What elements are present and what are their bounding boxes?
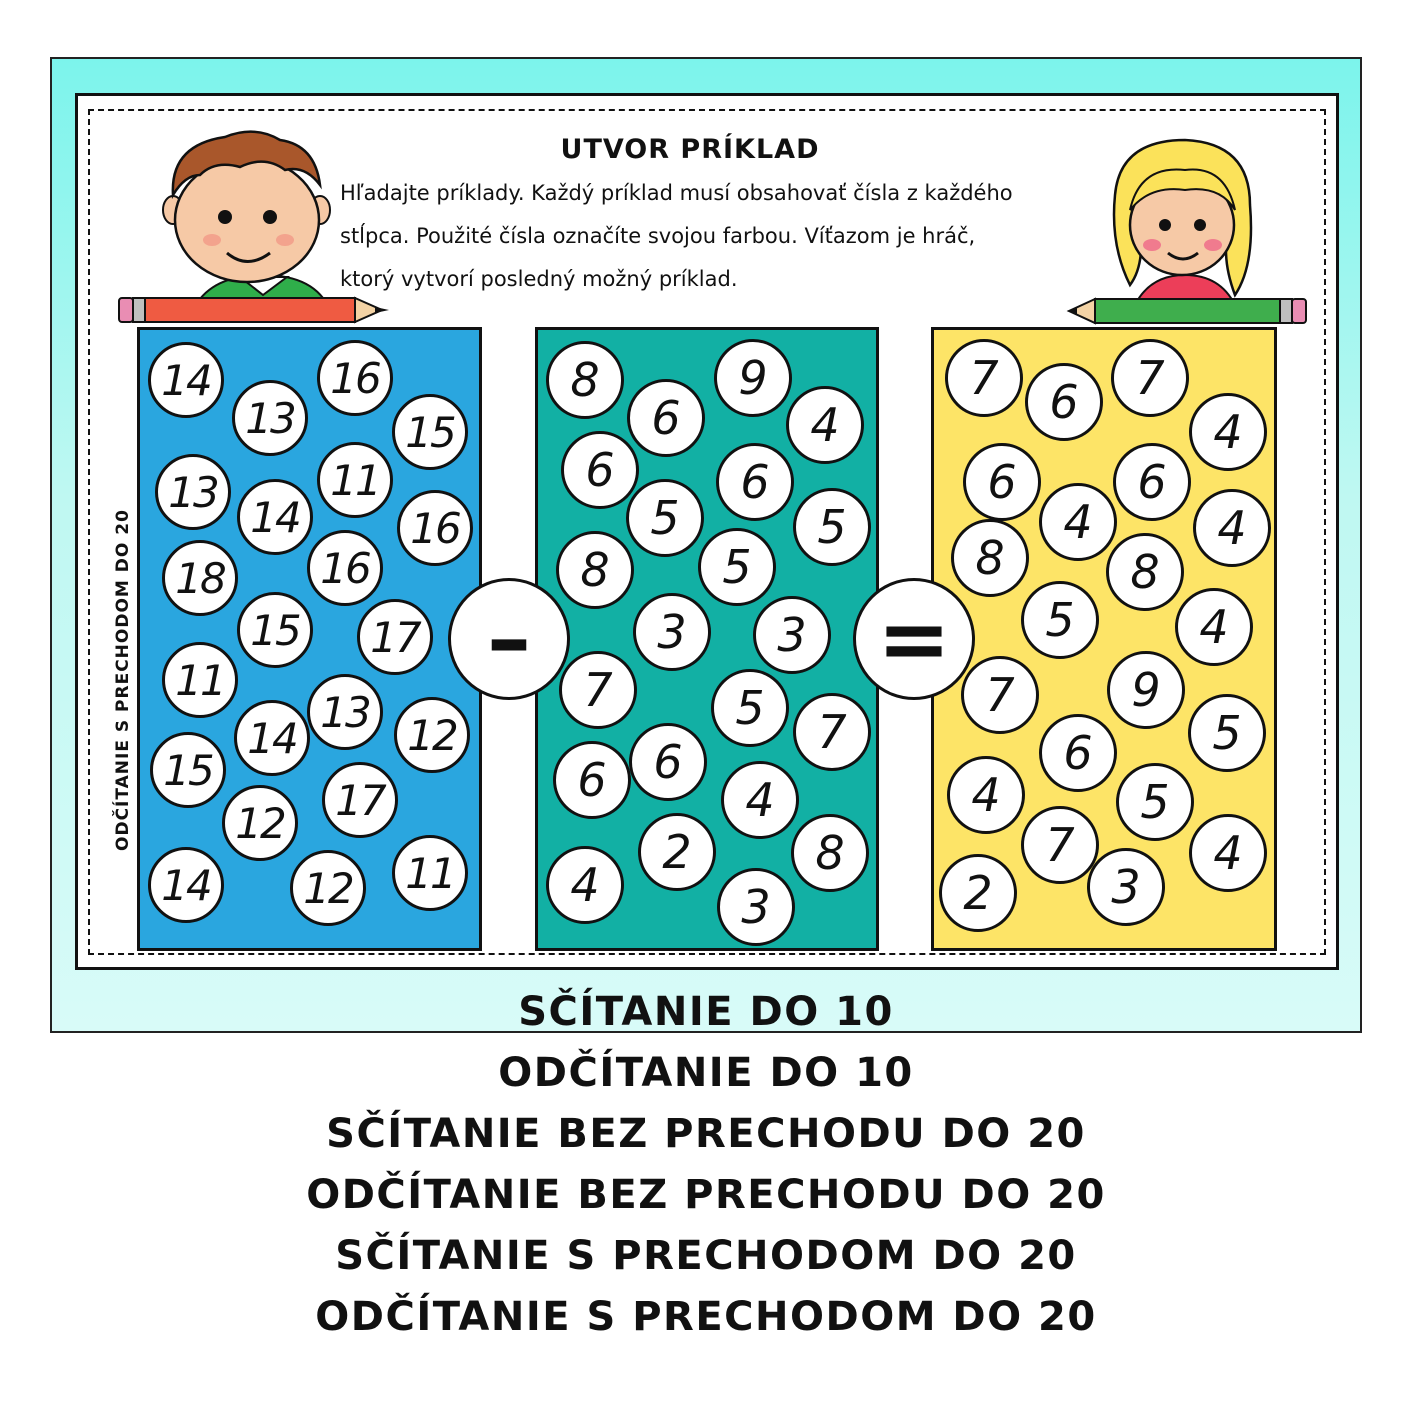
instruction-line: Hľadajte príklady. Každý príklad musí obsahovať čísla z každého [340, 181, 1013, 205]
number-circle[interactable]: 4 [1193, 489, 1271, 567]
number-circle[interactable]: 4 [1189, 393, 1267, 471]
side-label: ODČÍTANIE S PRECHODOM DO 20 [113, 509, 133, 851]
number-circle[interactable]: 5 [793, 488, 871, 566]
pencil-icon [117, 295, 392, 325]
number-circle[interactable]: 13 [232, 380, 308, 456]
number-circle[interactable]: 15 [237, 592, 313, 668]
number-circle[interactable]: 12 [222, 785, 298, 861]
number-circle[interactable]: 5 [1021, 581, 1099, 659]
number-circle[interactable]: 7 [961, 656, 1039, 734]
number-circle[interactable]: 7 [945, 339, 1023, 417]
number-circle[interactable]: 17 [357, 599, 433, 675]
number-circle[interactable]: 6 [963, 443, 1041, 521]
number-circle[interactable]: 6 [627, 379, 705, 457]
number-circle[interactable]: 4 [947, 756, 1025, 834]
number-circle[interactable]: 8 [791, 814, 869, 892]
category-item: ODČÍTANIE BEZ PRECHODU DO 20 [306, 1172, 1106, 1218]
number-circle[interactable]: 2 [939, 854, 1017, 932]
number-circle[interactable]: 4 [1039, 483, 1117, 561]
number-circle[interactable]: 8 [546, 341, 624, 419]
number-circle[interactable]: 3 [633, 593, 711, 671]
number-circle[interactable]: 14 [237, 479, 313, 555]
category-item: ODČÍTANIE S PRECHODOM DO 20 [315, 1294, 1097, 1340]
category-item: SČÍTANIE S PRECHODOM DO 20 [335, 1233, 1077, 1279]
number-circle[interactable]: 5 [1188, 694, 1266, 772]
category-item: ODČÍTANIE DO 10 [498, 1050, 914, 1096]
instructions [340, 172, 1120, 301]
worksheet-title: UTVOR PRÍKLAD [560, 134, 820, 165]
number-circle[interactable]: 6 [561, 431, 639, 509]
number-circle[interactable]: 17 [322, 762, 398, 838]
number-circle[interactable]: 4 [1175, 588, 1253, 666]
number-circle[interactable]: 16 [307, 530, 383, 606]
number-circle[interactable]: 9 [1107, 651, 1185, 729]
number-circle[interactable]: 6 [1113, 443, 1191, 521]
girl-illustration [1100, 135, 1270, 310]
number-circle[interactable]: 12 [394, 697, 470, 773]
number-circle[interactable]: 3 [1087, 848, 1165, 926]
number-circle[interactable]: 8 [951, 519, 1029, 597]
number-circle[interactable]: 5 [698, 528, 776, 606]
number-circle[interactable]: 8 [556, 531, 634, 609]
number-circle[interactable]: 4 [546, 846, 624, 924]
number-circle[interactable]: 7 [793, 693, 871, 771]
pencil-icon [1065, 297, 1310, 325]
number-circle[interactable]: 7 [1111, 339, 1189, 417]
number-circle[interactable]: 11 [162, 642, 238, 718]
number-circle[interactable]: 9 [714, 339, 792, 417]
number-circle[interactable]: 16 [317, 340, 393, 416]
number-circle[interactable]: 11 [317, 442, 393, 518]
number-circle[interactable]: 4 [1189, 814, 1267, 892]
number-circle[interactable]: 13 [155, 454, 231, 530]
equals-sign: = [853, 578, 975, 700]
number-circle[interactable]: 8 [1106, 533, 1184, 611]
number-circle[interactable]: 3 [753, 596, 831, 674]
number-circle[interactable]: 6 [553, 741, 631, 819]
subtrahend-column [535, 327, 879, 951]
minuend-column [137, 327, 482, 951]
number-circle[interactable]: 6 [716, 443, 794, 521]
instruction-line: ktorý vytvorí posledný možný príklad. [340, 267, 738, 291]
number-circle[interactable]: 14 [148, 342, 224, 418]
number-circle[interactable]: 7 [1021, 806, 1099, 884]
number-circle[interactable]: 5 [1116, 763, 1194, 841]
number-circle[interactable]: 4 [721, 761, 799, 839]
number-circle[interactable]: 6 [629, 723, 707, 801]
category-item: SČÍTANIE DO 10 [518, 989, 894, 1035]
number-circle[interactable]: 5 [626, 479, 704, 557]
difference-column [931, 327, 1277, 951]
number-circle[interactable]: 11 [392, 835, 468, 911]
number-circle[interactable]: 15 [150, 732, 226, 808]
number-circle[interactable]: 13 [307, 674, 383, 750]
minus-sign: – [448, 578, 570, 700]
instruction-line: stĺpca. Použité čísla označíte svojou farbou. Víťazom je hráč, [340, 224, 976, 248]
number-circle[interactable]: 18 [162, 540, 238, 616]
number-circle[interactable]: 14 [234, 700, 310, 776]
number-circle[interactable]: 16 [397, 490, 473, 566]
number-circle[interactable]: 14 [148, 847, 224, 923]
number-circle[interactable]: 6 [1039, 714, 1117, 792]
number-circle[interactable]: 2 [638, 813, 716, 891]
number-circle[interactable]: 5 [711, 669, 789, 747]
number-circle[interactable]: 12 [290, 850, 366, 926]
number-circle[interactable]: 4 [786, 386, 864, 464]
number-circle[interactable]: 6 [1025, 363, 1103, 441]
number-circle[interactable]: 7 [559, 651, 637, 729]
number-circle[interactable]: 15 [392, 394, 468, 470]
number-circle[interactable]: 3 [717, 868, 795, 946]
category-list [50, 982, 1362, 1348]
category-item: SČÍTANIE BEZ PRECHODU DO 20 [326, 1111, 1086, 1157]
